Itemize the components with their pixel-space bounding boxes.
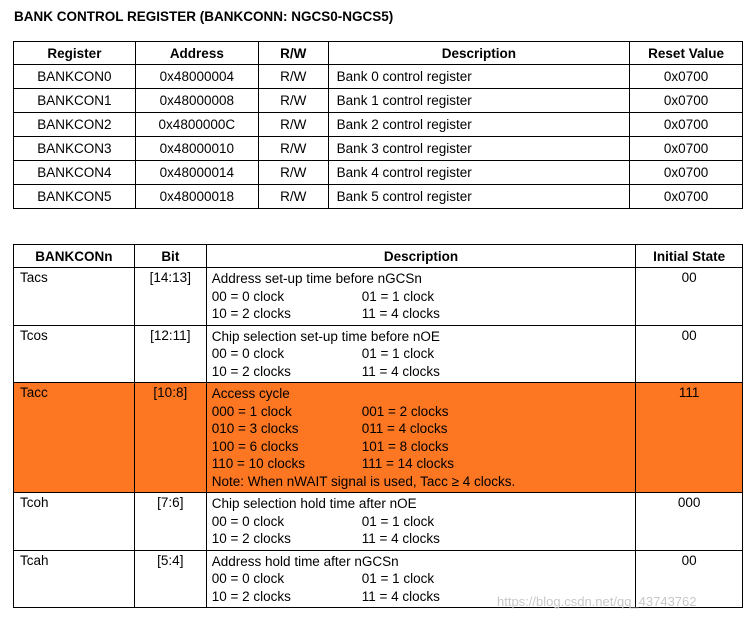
value-option: 000 = 1 clock	[211, 403, 292, 419]
rw-cell: R/W	[258, 65, 328, 89]
header-address: Address	[135, 42, 258, 65]
register-address-table	[13, 41, 743, 209]
field-name-cell: Tacs	[14, 268, 135, 326]
field-name-cell: Tcoh	[14, 493, 135, 551]
rw-cell: R/W	[258, 185, 328, 209]
table-row	[14, 65, 743, 89]
description-note: Note: When nWAIT signal is used, Tacc ≥ 4 clocks.	[211, 473, 516, 489]
table-row	[14, 113, 743, 137]
table-row	[14, 383, 743, 493]
value-option-line	[212, 570, 635, 588]
description-cell	[206, 493, 635, 551]
register-cell: BANKCON4	[14, 161, 136, 185]
value-option: 11 = 4 clocks	[361, 363, 440, 379]
value-option: 01 = 1 clock	[361, 513, 435, 529]
address-cell: 0x4800000C	[135, 113, 258, 137]
header-bit: Bit	[134, 245, 206, 268]
reset-value-cell: 0x0700	[630, 89, 743, 113]
description-cell: Bank 0 control register	[328, 65, 629, 89]
field-name-cell: Tacc	[14, 383, 135, 493]
header-reset-value: Reset Value	[630, 42, 743, 65]
value-option-line	[212, 420, 635, 438]
table-row	[14, 325, 743, 383]
reset-value-cell: 0x0700	[630, 65, 743, 89]
description-cell: Bank 4 control register	[328, 161, 629, 185]
value-option-line	[212, 345, 635, 363]
value-option: 100 = 6 clocks	[211, 438, 299, 454]
register-cell: BANKCON2	[14, 113, 136, 137]
value-option: 01 = 1 clock	[361, 571, 435, 586]
value-option: 00 = 0 clock	[211, 288, 285, 304]
description-cell: Bank 5 control register	[328, 185, 629, 209]
value-option: 101 = 8 clocks	[361, 438, 449, 454]
description-title: Chip selection set-up time before nOE	[211, 328, 440, 344]
register-cell: BANKCON0	[14, 65, 136, 89]
address-cell: 0x48000008	[135, 89, 258, 113]
header-initial-state: Initial State	[636, 245, 743, 268]
description-cell	[206, 268, 635, 326]
value-option: 001 = 2 clocks	[361, 403, 449, 419]
description-cell	[206, 325, 635, 383]
table-row	[14, 185, 743, 209]
reset-value-cell: 0x0700	[630, 161, 743, 185]
value-option-line	[212, 455, 635, 473]
value-option: 00 = 0 clock	[211, 346, 285, 361]
reset-value-cell: 0x0700	[630, 113, 743, 137]
table-row	[14, 89, 743, 113]
value-option-line	[212, 530, 635, 548]
description-cell: Bank 2 control register	[328, 113, 629, 137]
value-option-line	[212, 288, 635, 306]
value-option: 010 = 3 clocks	[211, 421, 299, 436]
table-row	[14, 137, 743, 161]
initial-state-cell: 111	[636, 383, 743, 493]
bit-range-cell: [14:13]	[134, 268, 206, 326]
value-option: 10 = 2 clocks	[211, 306, 291, 321]
bitfield-table	[13, 244, 743, 608]
register-cell: BANKCON1	[14, 89, 136, 113]
value-option: 00 = 0 clock	[211, 513, 285, 529]
description-title: Chip selection hold time after nOE	[211, 496, 417, 511]
value-option: 111 = 14 clocks	[361, 456, 454, 471]
table-header-row	[14, 245, 743, 268]
value-option-line	[212, 305, 635, 323]
description-title: Address hold time after nGCSn	[211, 553, 399, 569]
header-bankconn: BANKCONn	[14, 245, 135, 268]
value-option-line	[212, 438, 635, 456]
description-title: Address set-up time before nGCSn	[211, 271, 422, 286]
address-cell: 0x48000004	[135, 65, 258, 89]
value-option: 011 = 4 clocks	[361, 421, 448, 436]
bit-range-cell: [5:4]	[134, 550, 206, 608]
header-register: Register	[14, 42, 136, 65]
value-option: 10 = 2 clocks	[211, 531, 291, 546]
value-option-line	[212, 513, 635, 531]
register-cell: BANKCON5	[14, 185, 136, 209]
reset-value-cell: 0x0700	[630, 185, 743, 209]
rw-cell: R/W	[258, 161, 328, 185]
address-cell: 0x48000018	[135, 185, 258, 209]
rw-cell: R/W	[258, 113, 328, 137]
initial-state-cell: 00	[636, 550, 743, 608]
rw-cell: R/W	[258, 137, 328, 161]
value-option-line	[212, 363, 635, 381]
field-name-cell: Tcos	[14, 325, 135, 383]
value-option-line	[212, 403, 635, 421]
table-row	[14, 268, 743, 326]
reset-value-cell: 0x0700	[630, 137, 743, 161]
value-option: 00 = 0 clock	[211, 571, 285, 586]
field-name-cell: Tcah	[14, 550, 135, 608]
header-description: Description	[206, 245, 635, 268]
header-rw: R/W	[258, 42, 328, 65]
bit-range-cell: [7:6]	[134, 493, 206, 551]
initial-state-cell: 00	[636, 268, 743, 326]
initial-state-cell: 000	[636, 493, 743, 551]
description-cell: Bank 1 control register	[328, 89, 629, 113]
page-title: BANK CONTROL REGISTER (BANKCONN: NGCS0-NGCS5)	[14, 9, 394, 24]
table-header-row	[14, 42, 743, 65]
watermark: https://blog.csdn.net/qq_43743762	[497, 594, 697, 609]
table-row	[14, 493, 743, 551]
bit-range-cell: [10:8]	[134, 383, 206, 493]
description-cell	[206, 383, 635, 493]
description-cell: Bank 3 control register	[328, 137, 629, 161]
header-description: Description	[328, 42, 629, 65]
rw-cell: R/W	[258, 89, 328, 113]
value-option: 11 = 4 clocks	[361, 306, 440, 321]
value-option: 10 = 2 clocks	[211, 363, 291, 379]
value-option: 110 = 10 clocks	[211, 456, 305, 471]
address-cell: 0x48000010	[135, 137, 258, 161]
register-cell: BANKCON3	[14, 137, 136, 161]
table-row	[14, 161, 743, 185]
value-option: 11 = 4 clocks	[361, 531, 440, 546]
bit-range-cell: [12:11]	[134, 325, 206, 383]
value-option: 10 = 2 clocks	[211, 588, 291, 604]
description-title: Access cycle	[211, 386, 290, 401]
value-option: 01 = 1 clock	[361, 346, 435, 361]
value-option: 01 = 1 clock	[361, 288, 435, 304]
value-option: 11 = 4 clocks	[361, 588, 440, 604]
address-cell: 0x48000014	[135, 161, 258, 185]
initial-state-cell: 00	[636, 325, 743, 383]
